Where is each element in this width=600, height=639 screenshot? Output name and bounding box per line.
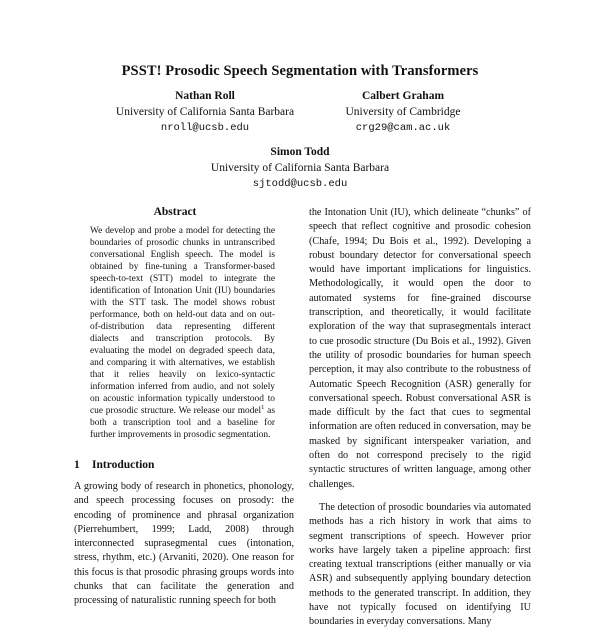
author-affiliation: University of Cambridge: [345, 106, 461, 118]
author-block: [328, 88, 478, 136]
abstract-text: We develop and probe a model for detecting the boundaries of prosodic chunks in untranscribed conversational English speech. The model is obtained by fine-tuning a Transformer-based speech-to-text (STT) model to integrate the identification of Intonation Unit (IU) boundaries with the STT task. The model shows robust performance, both on held-out data and on out-of-distribution data representing different dialects and transcription protocols. By evaluating the model on degraded speech data, and comparing it with alternatives, we establish that it relies heavily on lexico-syntactic information inferred from audio, and not solely on acoustic information typically understood to cue prosodic structure. We release our model: [90, 226, 275, 416]
paper-title: PSST! Prosodic Speech Segmentation with Transformers: [121, 63, 479, 79]
author-email: crg29@cam.ac.uk: [355, 122, 451, 134]
author-email: sjtodd@ucsb.edu: [252, 178, 348, 190]
footnote-mark: 1: [261, 403, 265, 411]
section-title: Introduction: [92, 459, 155, 471]
author-email: nroll@ucsb.edu: [160, 122, 250, 134]
body-paragraph: the Intonation Unit (IU), which delineate “chunks” of speech that reflect cognitive and prosodic cohesion (Chafe, 1994; Du Bois et al., 1992). Developing a robust boundary detector for conversational speech would have important implications for linguistics. Methodologically, it would open the door to automated systems for fine-grained discourse transcription, and theoretically, it would facilitate exploration of the way that suprasegmentals interact to cue prosodic structure (Du Bois et al., 1992). Given the utility of prosodic boundaries for human speech perception, it may also contribute to the robustness of Automatic Speech Recognition (ASR) generally for conversational speech. Robust conversational ASR is made difficult by the fact that cues to segmental information are often reduced in conversation, may be masked by significant interspeaker variation, and often do not correspond precisely to the rigid syntactic structures of written language, among other challenges.: [309, 207, 531, 490]
right-column: [309, 206, 531, 639]
author-block: [100, 88, 310, 136]
abstract-text-continued: as both a transcription tool and a baseline for further improvements in prosodic segmentation.: [90, 406, 275, 440]
body-paragraph: The detection of prosodic boundaries via automated methods has a rich history in work that aims to segment transcriptions of speech. However prior works have largely taken a pipeline approach: first creating textual transcriptions (either manually or via ASR) and subsequently applying boundary detection methods to the generated transcript. In addition, they have not typically focused on identifying IU boundaries in everyday conversations. Many: [309, 501, 531, 628]
introduction-paragraph: A growing body of research in phonetics, phonology, and speech processing focuses on prosody: the encoding of prominence and phrasal organization (Pierrehumbert, 1999; Ladd, 2008) through interconnected suprasegmental cues (intonation, stress, rhythm, etc.) (Arvaniti, 2020). One reason for this focus is that prosodic phrasing groups words into chunks that can facilitate the generation and processing of naturalistic running speech for both: [74, 481, 294, 607]
author-name: Nathan Roll: [175, 90, 235, 102]
abstract-heading: Abstract: [153, 206, 197, 218]
author-name: Simon Todd: [270, 146, 330, 158]
author-affiliation: University of California Santa Barbara: [115, 106, 295, 118]
author-name: Calbert Graham: [361, 90, 445, 102]
abstract-body: [90, 225, 275, 441]
author-block: [200, 144, 400, 192]
section-heading: [74, 459, 154, 471]
author-affiliation: University of California Santa Barbara: [210, 162, 390, 174]
section-number: 1: [74, 459, 80, 471]
